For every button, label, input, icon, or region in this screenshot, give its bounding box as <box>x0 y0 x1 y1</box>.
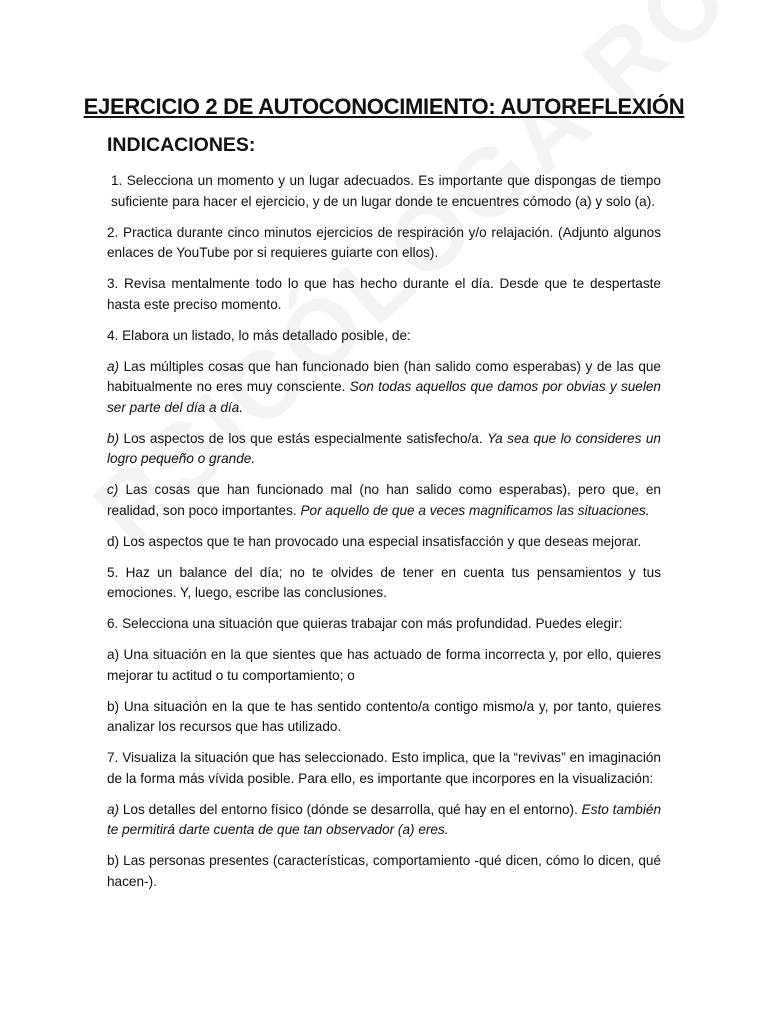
paragraph-6b: b) Una situación en la que te has sentido contento/a contigo mismo/a y, por tanto, quieres analizar los recursos que has utilizado. <box>107 698 661 734</box>
item-text: Las múltiples cosas que han funcionado bien (han salido como esperabas) y de las que habitualmente no eres muy consciente. <box>107 358 661 394</box>
paragraph-4d: d) Los aspectos que te han provocado una especial insatisfacción y que deseas mejorar. <box>107 533 642 549</box>
paragraph-4: 4. Elabora un listado, lo más detallado posible, de: <box>107 327 411 343</box>
paragraph-6: 6. Selecciona una situación que quieras trabajar con más profundidad. Puedes elegir: <box>107 616 623 631</box>
paragraph-6a: a) Una situación en la que sientes que has actuado de forma incorrecta y, por ello, quieres mejorar tu actitud o tu comportamiento; o <box>107 647 661 683</box>
item-marker: b) <box>107 430 120 446</box>
item-italic-note: Esto también te permitirá darte cuenta de que tan observador (a) eres. <box>107 801 662 837</box>
item-marker: a) <box>107 801 120 817</box>
paragraph-5: 5. Haz un balance del día; no te olvides de tener en cuenta tus pensamientos y tus emociones. Y, luego, escribe las conclusiones. <box>107 564 661 600</box>
document-title: EJERCICIO 2 DE AUTOCONOCIMIENTO: AUTOREFLEXIÓN <box>83 94 685 119</box>
item-text: Los aspectos de los que estás especialmente satisfecho/a. <box>119 430 488 446</box>
paragraph-7a <box>107 800 661 841</box>
document-body <box>107 171 661 903</box>
paragraph-4a <box>107 357 661 419</box>
paragraph-2: 2. Practica durante cinco minutos ejercicios de respiración y/o relajación. (Adjunto algunos enlaces de YouTube por si requieres guiarte con ellos). <box>107 224 661 260</box>
item-italic-note: Son todas aquellos que damos por obvias y suelen ser parte del día a día. <box>107 379 661 415</box>
paragraph-1: 1. Selecciona un momento y un lugar adecuados. Es importante que dispongas de tiempo suficiente para hacer el ejercicio, y de un lugar donde te encuentres cómodo (a) y solo (a). <box>111 173 661 209</box>
item-text: Los detalles del entorno físico (dónde se desarrolla, qué hay en el entorno). <box>119 801 582 817</box>
item-marker: c) <box>107 482 119 497</box>
paragraph-7b: b) Las personas presentes (características, comportamiento -qué dicen, cómo lo dicen, qué hacen-). <box>107 853 661 889</box>
section-heading: INDICACIONES: <box>107 134 256 156</box>
item-italic-note: Ya sea que lo consideres un logro pequeño o grande. <box>107 430 661 466</box>
item-marker: a) <box>107 358 120 374</box>
item-italic-note: Por aquello de que a veces magnificamos las situaciones. <box>300 502 650 518</box>
paragraph-7: 7. Visualiza la situación que has seleccionado. Esto implica, que la “revivas” en imaginación de la forma más vívida posible. Para ello, es importante que incorpores en la visualización: <box>107 750 661 786</box>
paragraph-4b <box>107 429 661 470</box>
item-text: Las cosas que han funcionado mal (no han salido como esperabas), pero que, en realidad, son poco importantes. <box>107 482 661 518</box>
paragraph-4c <box>107 480 661 521</box>
paragraph-3: 3. Revisa mentalmente todo lo que has hecho durante el día. Desde que te despertaste hasta este preciso momento. <box>107 276 661 312</box>
